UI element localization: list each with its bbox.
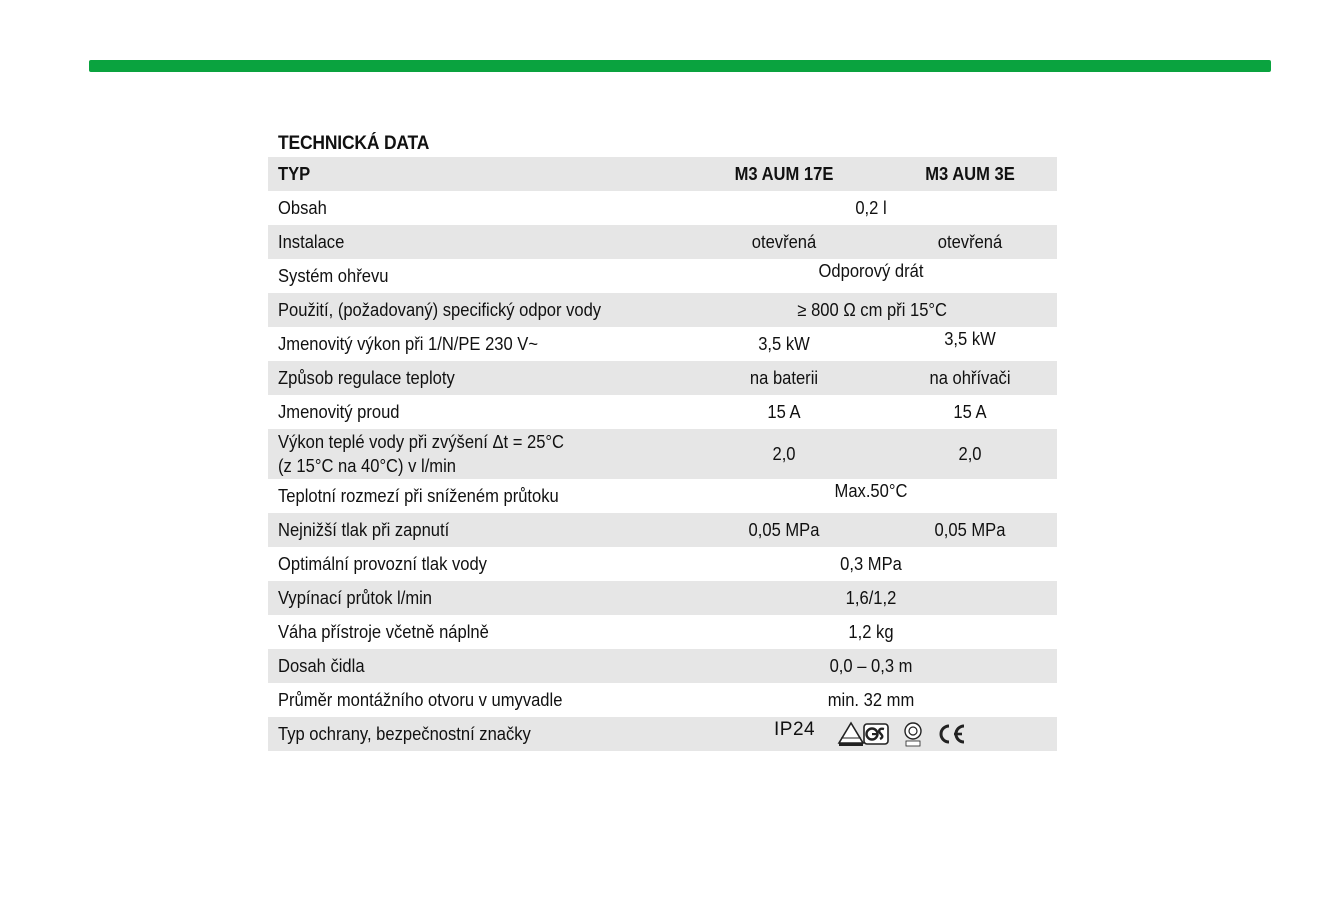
row-label-line-1: Výkon teplé vody při zvýšení Δt = 25°C [278, 432, 565, 452]
table-row [268, 327, 1057, 361]
table-row [268, 615, 1057, 649]
section-title: TECHNICKÁ DATA [278, 133, 430, 154]
technical-data-table [268, 157, 1057, 751]
table-row [268, 429, 1057, 479]
row-value-model-1: na baterii [749, 367, 819, 388]
type-label: TYP [278, 163, 311, 184]
row-label: Optimální provozní tlak vody [278, 553, 487, 574]
table-row [268, 683, 1057, 717]
row-value-shared: Odporový drát [818, 261, 924, 281]
row-value-model-2: 3,5 kW [944, 329, 996, 349]
row-label-line-2: (z 15°C na 40°C) v l/min [278, 456, 456, 476]
model-2-header: M3 AUM 3E [925, 163, 1015, 184]
row-value-shared: min. 32 mm [827, 689, 915, 710]
row-label: Způsob regulace teploty [278, 367, 455, 388]
row-value-model-1: 0,05 MPa [748, 519, 820, 540]
row-label: Vypínací průtok l/min [278, 587, 433, 608]
row-label: Jmenovitý proud [278, 401, 400, 422]
row-label: Systém ohřevu [278, 265, 389, 286]
row-value-shared: 0,3 MPa [840, 553, 902, 574]
row-value-model-1: 2,0 [772, 443, 796, 464]
header-accent-bar [89, 60, 1271, 72]
table-row [268, 361, 1057, 395]
row-value-model-2: na ohřívači [929, 367, 1011, 388]
row-label: Jmenovitý výkon při 1/N/PE 230 V~ [278, 333, 539, 354]
row-value-shared: 0,2 l [855, 197, 887, 218]
row-value-shared: 0,0 – 0,3 m [829, 655, 913, 676]
table-row [268, 259, 1057, 293]
row-value-model-1: otevřená [751, 231, 817, 252]
table-row [268, 581, 1057, 615]
row-label: Typ ochrany, bezpečnostní značky [278, 723, 531, 744]
row-label: Váha přístroje včetně náplně [278, 621, 489, 642]
ip-rating: IP24 [774, 719, 816, 740]
vde-mark-icon [837, 721, 865, 747]
row-value-shared: Max.50°C [834, 481, 908, 501]
row-label: Použití, (požadovaný) specifický odpor vody [278, 299, 602, 320]
row-label: Teplotní rozmezí při sníženém průtoku [278, 485, 559, 506]
table-row [268, 225, 1057, 259]
row-value-shared: ≥ 800 Ω cm při 15°C [797, 299, 947, 320]
table-header-row [268, 157, 1057, 191]
row-value-shared: 1,2 kg [848, 621, 894, 642]
emv-mark-icon [901, 721, 925, 747]
row-value-model-2: 0,05 MPa [934, 519, 1006, 540]
table-row [268, 191, 1057, 225]
row-label: Průměr montážního otvoru v umyvadle [278, 689, 563, 710]
table-row [268, 513, 1057, 547]
table-row [268, 479, 1057, 513]
row-value-model-2: 15 A [953, 401, 987, 422]
table-row [268, 395, 1057, 429]
table-row [268, 717, 1057, 751]
gs-mark-icon [863, 721, 889, 747]
row-label: Nejnižší tlak při zapnutí [278, 519, 450, 540]
safety-marks [774, 719, 973, 749]
row-label: Dosah čidla [278, 655, 365, 676]
row-value-shared: 1,6/1,2 [845, 587, 897, 608]
row-label [278, 430, 564, 478]
ce-mark-icon [935, 721, 967, 747]
row-value-model-2: 2,0 [958, 443, 982, 464]
table-row [268, 547, 1057, 581]
row-value-model-1: 15 A [767, 401, 801, 422]
model-1-header: M3 AUM 17E [734, 163, 834, 184]
row-value-model-1: 3,5 kW [758, 333, 810, 354]
row-label: Instalace [278, 231, 345, 252]
row-value-model-2: otevřená [937, 231, 1003, 252]
row-label: Obsah [278, 197, 327, 218]
table-row [268, 293, 1057, 327]
table-row [268, 649, 1057, 683]
